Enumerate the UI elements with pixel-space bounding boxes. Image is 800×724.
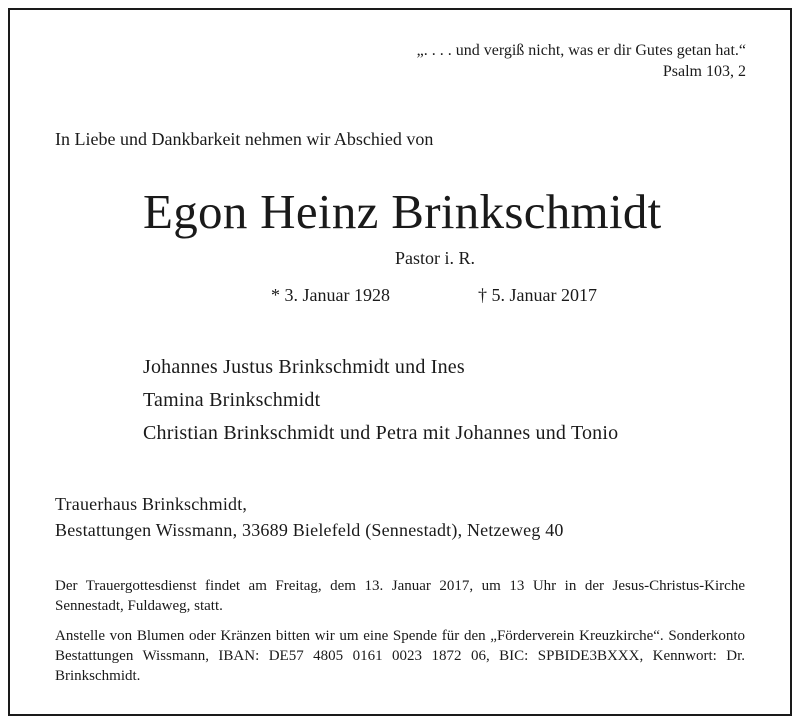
service-paragraph: Der Trauergottesdienst findet am Freitag, dem 13. Januar 2017, um 13 Uhr in der Jesus-Christus-Kirche Sennestadt, Fuldaweg, statt. (55, 578, 745, 614)
donation-paragraph: Anstelle von Blumen oder Kränzen bitten wir um eine Spende für den „Förderverein Kreuzkirche“. Sonderkonto Bestattungen Wissmann, IBAN: DE57 4805 0161 0023 1872 06, BIC: SPBIDE3BXXX, Kennwort: Dr. Brinkschmidt. (55, 628, 745, 684)
birth-date: * 3. Januar 1928 (271, 285, 390, 305)
intro-line: In Liebe und Dankbarkeit nehmen wir Abschied von (55, 129, 434, 149)
family-line: Johannes Justus Brinkschmidt und Ines (143, 356, 465, 378)
quote-text: „. . . . und vergiß nicht, was er dir Gutes getan hat.“ (416, 42, 746, 59)
family-line: Christian Brinkschmidt und Petra mit Johannes und Tonio (143, 422, 619, 444)
deceased-name: Egon Heinz Brinkschmidt (143, 184, 662, 239)
death-date: † 5. Januar 2017 (478, 285, 597, 305)
deceased-title: Pastor i. R. (395, 248, 476, 268)
quote-source: Psalm 103, 2 (662, 63, 746, 80)
bible-quote (417, 40, 746, 82)
address-line: Trauerhaus Brinkschmidt, (55, 494, 248, 514)
family-line: Tamina Brinkschmidt (143, 389, 321, 411)
address-line: Bestattungen Wissmann, 33689 Bielefeld (Sennestadt), Netzeweg 40 (55, 520, 564, 540)
